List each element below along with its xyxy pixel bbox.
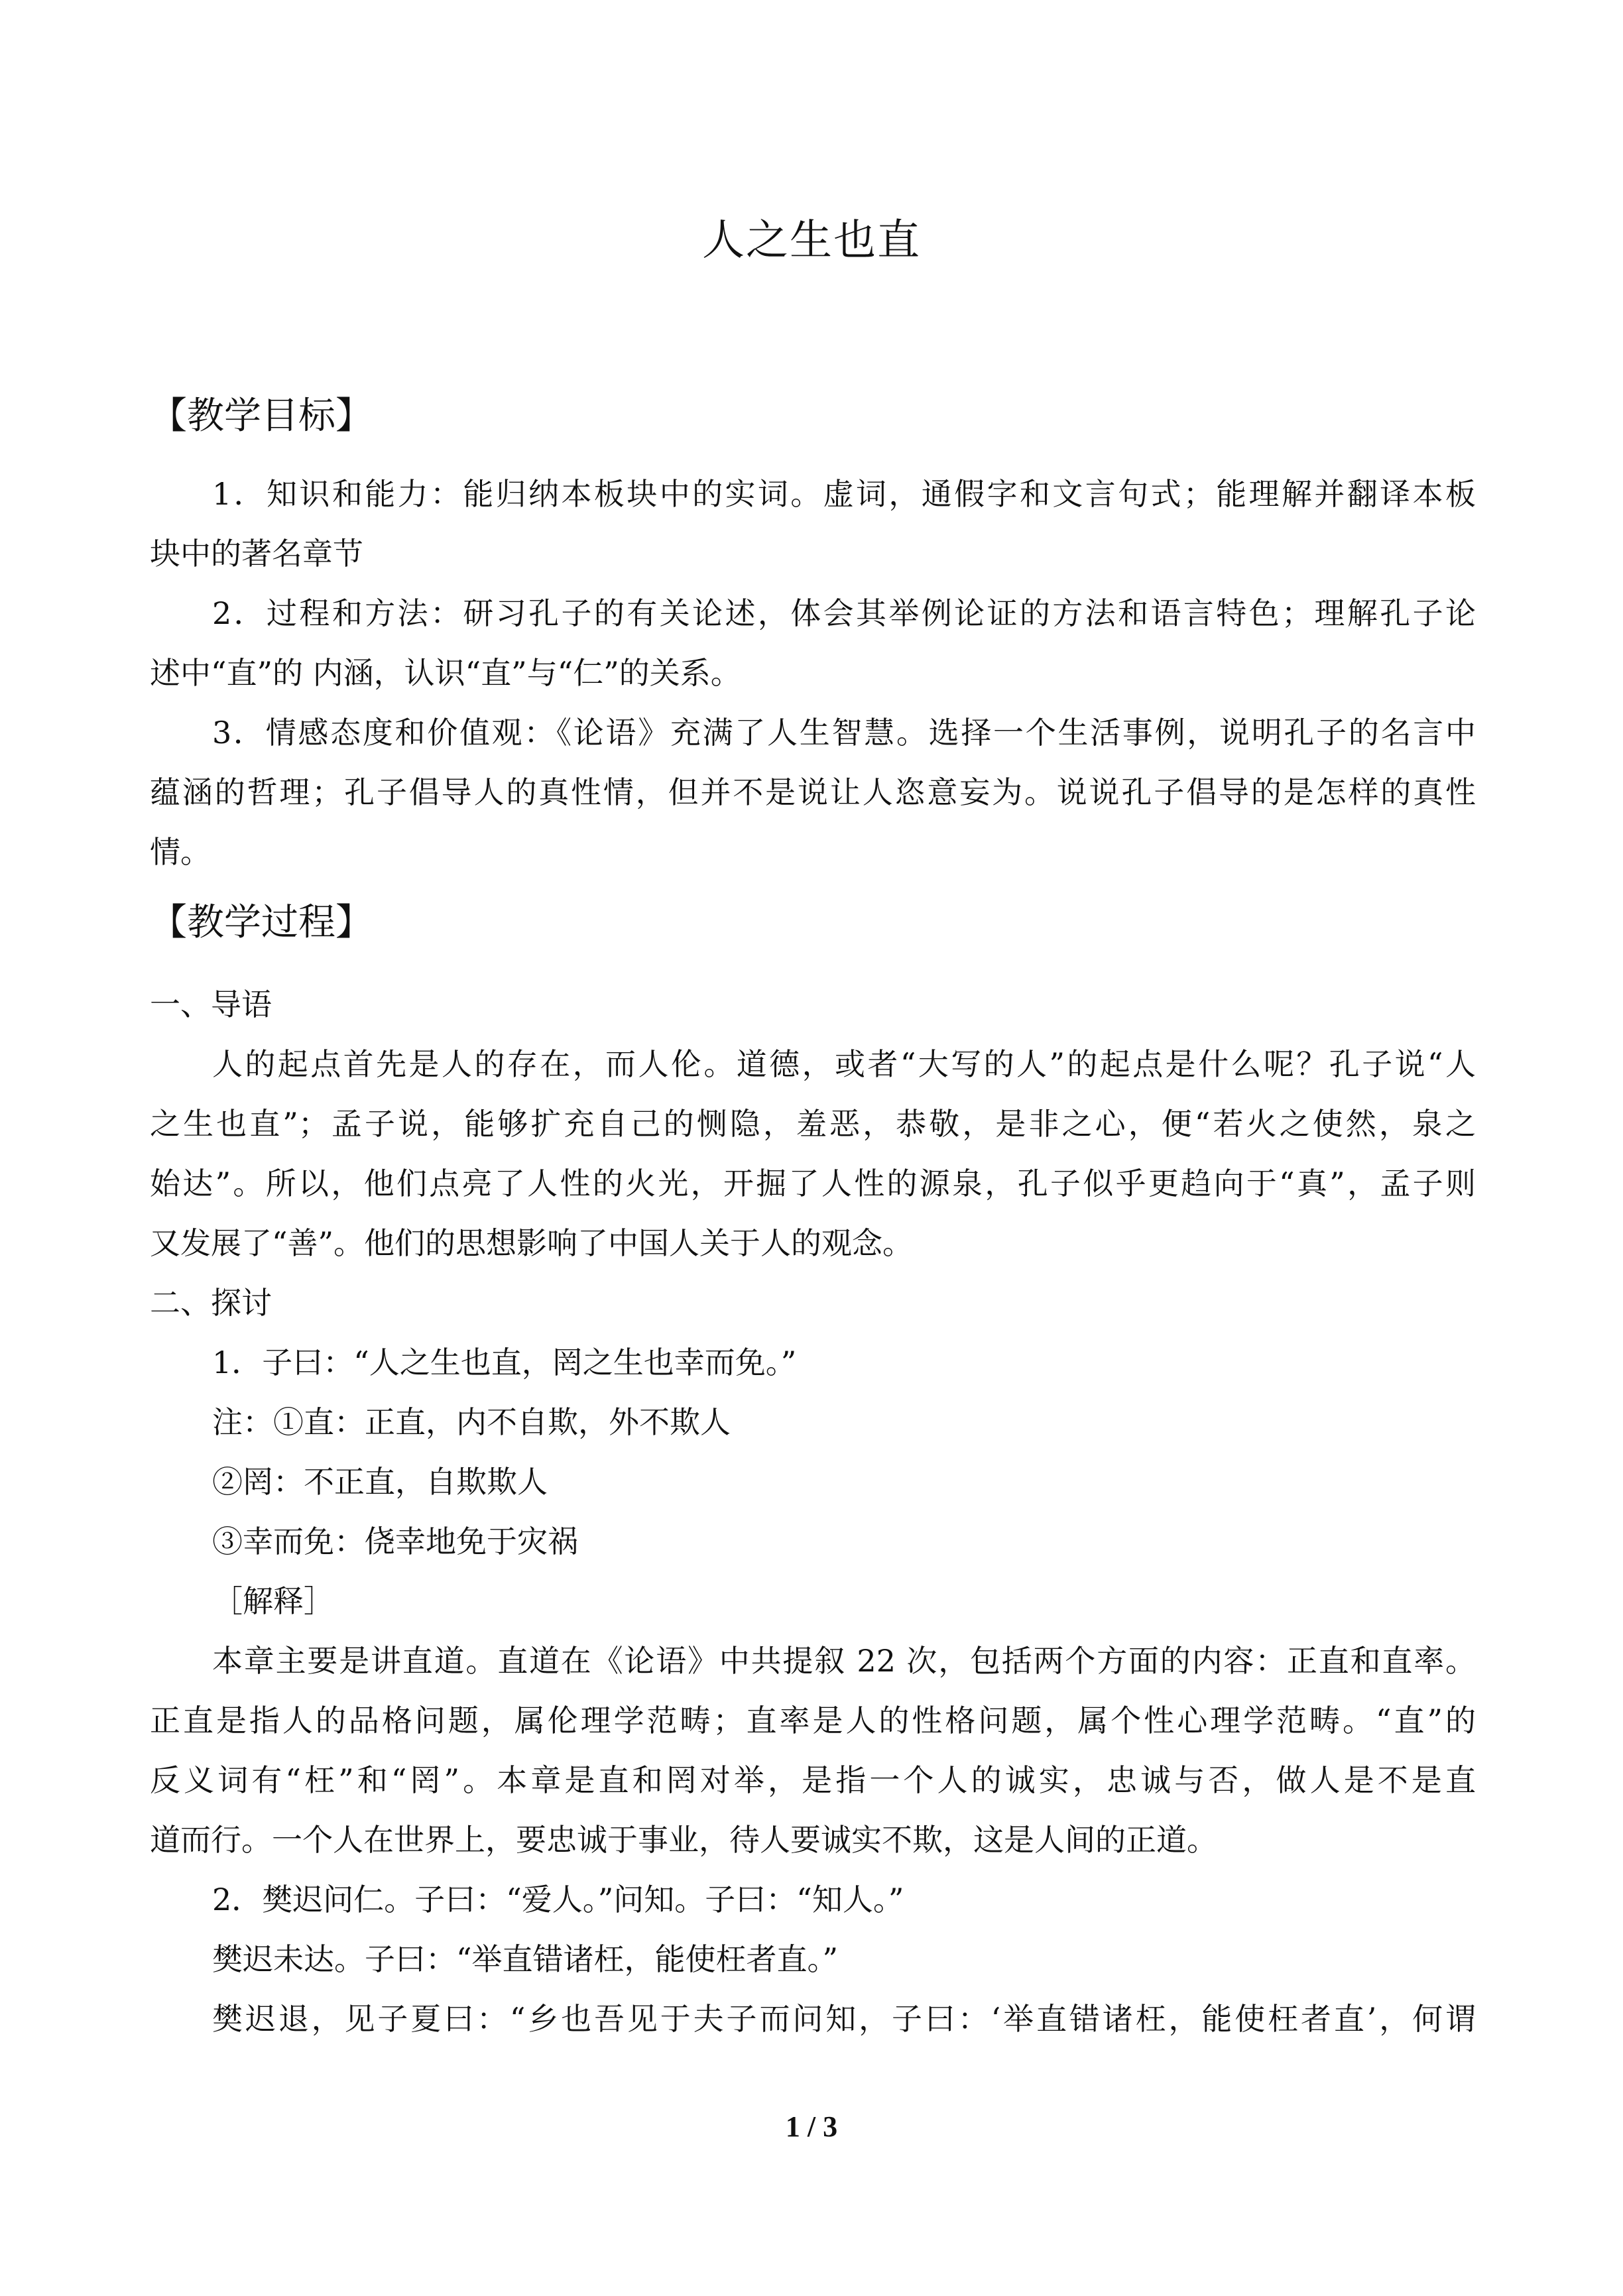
intro-line-1: 人的起点首先是人的存在，而人伦。道德，或者“大写的人”的起点是什么呢？孔子说“人	[212, 1046, 1476, 1082]
objective-line-6: 蕴涵的哲理；孔子倡导人的真性情，但并不是说让人恣意妄为。说说孔子倡导的是怎样的真性	[150, 774, 1476, 810]
discussion-item1-quote: 1．子曰：“人之生也直，罔之生也幸而免。”	[212, 1345, 797, 1380]
discussion-note-3: ③幸而免：侥幸地免于灾祸	[212, 1524, 578, 1559]
explanation-line-4: 道而行。一个人在世界上，要忠诚于事业，待人要诚实不欺，这是人间的正道。	[150, 1822, 1217, 1858]
objective-line-2: 块中的著名章节	[150, 536, 363, 572]
objective-line-7: 情。	[150, 834, 211, 870]
page-number: 1 / 3	[785, 2110, 838, 2143]
discussion-item2-line-1: 2．樊迟问仁。子曰：“爱人。”问知。子曰：“知人。”	[212, 1882, 904, 1917]
intro-line-2: 之生也直”；孟子说，能够扩充自己的恻隐，羞恶，恭敬，是非之心，便“若火之使然，泉之	[150, 1106, 1476, 1142]
objectives-heading: 【教学目标】	[150, 394, 373, 438]
objective-line-4: 述中“直”的 内涵，认识“直”与“仁”的关系。	[150, 655, 741, 691]
discussion-item2-line-3: 樊迟退，见子夏曰：“乡也吾见于夫子而问知，子曰：‘举直错诸枉，能使枉者直’，何谓	[212, 2001, 1476, 2037]
intro-line-3: 始达”。所以，他们点亮了人性的火光，开掘了人性的源泉，孔子似乎更趋向于“真”，孟子则	[150, 1166, 1476, 1201]
discussion-note-2: ②罔：不正直，自欺欺人	[212, 1464, 548, 1500]
explanation-label: ［解释］	[212, 1583, 334, 1619]
process-heading: 【教学过程】	[150, 901, 373, 944]
intro-heading: 一、导语	[150, 987, 272, 1022]
discussion-note-1: 注：①直：正直，内不自欺，外不欺人	[212, 1404, 731, 1440]
page-title: 人之生也直	[702, 216, 921, 265]
objective-line-1: 1．知识和能力：能归纳本板块中的实词。虚词，通假字和文言句式；能理解并翻译本板	[212, 476, 1476, 512]
explanation-line-3: 反义词有“枉”和“罔”。本章是直和罔对举，是指一个人的诚实，忠诚与否，做人是不是直	[150, 1762, 1476, 1798]
intro-line-4: 又发展了“善”。他们的思想影响了中国人关于人的观念。	[150, 1225, 914, 1261]
discussion-item2-line-2: 樊迟未达。子曰：“举直错诸枉，能使枉者直。”	[212, 1941, 839, 1977]
objective-line-5: 3．情感态度和价值观：《论语》充满了人生智慧。选择一个生活事例，说明孔子的名言中	[212, 715, 1476, 751]
objective-line-3: 2．过程和方法：研习孔子的有关论述，体会其举例论证的方法和语言特色；理解孔子论	[212, 595, 1476, 631]
explanation-line-2: 正直是指人的品格问题，属伦理学范畴；直率是人的性格问题，属个性心理学范畴。“直”的	[150, 1703, 1476, 1738]
explanation-line-1: 本章主要是讲直道。直道在《论语》中共提叙 22 次，包括两个方面的内容：正直和直率。	[212, 1643, 1476, 1679]
discussion-heading: 二、探讨	[150, 1285, 272, 1321]
